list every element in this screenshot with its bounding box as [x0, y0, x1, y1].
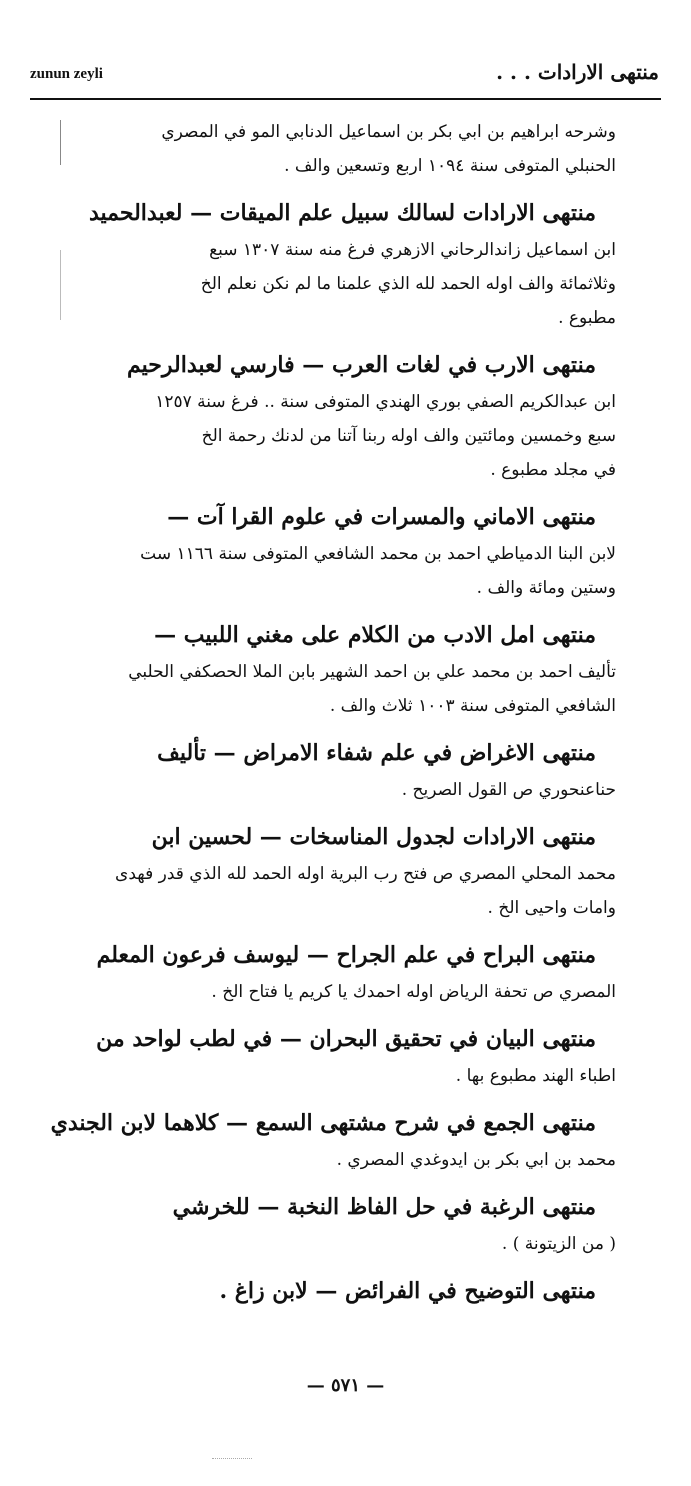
entry-title-line: منتهى التوضيح في الفرائض — لابن زاغ .: [219, 1278, 596, 1304]
entry-title-line: منتهى الارادات لجدول المناسخات — لحسين ابن: [151, 824, 596, 850]
entry-gap: [70, 1009, 616, 1019]
entry-text-line: وستين ومائة والف .: [476, 578, 616, 598]
entry-text-line: ( من الزيتونة ) .: [501, 1234, 616, 1254]
entry-gap: [70, 1261, 616, 1271]
entry-text-line: وشرحه ابراهيم بن ابي بكر بن اسماعيل الدنابي المو في المصري: [161, 122, 616, 142]
entry-gap: [70, 723, 616, 733]
page-number: — ٥٧١ —: [306, 1375, 385, 1396]
entry-text-line: الحنبلي المتوفى سنة ١٠٩٤ اربع وتسعين والف .: [284, 156, 616, 176]
entry-gap: [70, 1177, 616, 1187]
margin-line-mark: [60, 250, 61, 320]
entry-gap: [70, 605, 616, 615]
entry-text-line: وثلاثمائة والف اوله الحمد لله الذي علمنا ما لم نكن نعلم الخ: [200, 274, 616, 294]
entry-title-line: منتهى الرغبة في حل الفاظ النخبة — للخرشي: [172, 1194, 596, 1220]
entry-text-line: محمد بن ابي بكر بن ايدوغدي المصري .: [336, 1150, 616, 1170]
entry-text-line: ابن اسماعيل زاندالرحاني الازهري فرغ منه سنة ١٣٠٧ سبع: [209, 240, 616, 260]
entry-text-line: حناعنحوري ص القول الصريح .: [401, 780, 616, 800]
entry-title-line: منتهى الجمع في شرح مشتهى السمع — كلاهما لابن الجندي: [50, 1110, 596, 1136]
entry-title-line: منتهى الاغراض في علم شفاء الامراض — تأليف: [157, 740, 596, 766]
scan-artifact: [212, 1458, 252, 1461]
entry-gap: [70, 925, 616, 935]
entry-title-line: منتهى الاماني والمسرات في علوم القرا آت —: [167, 504, 596, 530]
entry-title-line: منتهى الارادات لسالك سبيل علم الميقات — لعبدالحميد: [88, 200, 596, 226]
entry-title-line: منتهى البراح في علم الجراح — ليوسف فرعون المعلم: [96, 942, 596, 968]
header-rule: [30, 98, 661, 100]
entry-gap: [70, 335, 616, 345]
running-head-title: منتهى الارادات . . .: [496, 60, 659, 84]
entry-text-line: اطباء الهند مطبوع بها .: [455, 1066, 616, 1086]
entry-text-line: سبع وخمسين ومائتين والف اوله ربنا آتنا من لدنك رحمة الخ: [201, 426, 616, 446]
page-header: [30, 58, 661, 94]
entry-text-line: تأليف احمد بن محمد علي بن احمد الشهير بابن الملا الحصكفي الحلبي: [128, 662, 616, 682]
margin-line-mark: [60, 120, 61, 165]
entry-text-line: في مجلد مطبوع .: [490, 460, 616, 480]
entry-gap: [70, 183, 616, 193]
entry-text-line: لابن البنا الدمياطي احمد بن محمد الشافعي المتوفى سنة ١١٦٦ ست: [140, 544, 616, 564]
entry-gap: [70, 1093, 616, 1103]
entry-title-line: منتهى امل الادب من الكلام على مغني اللبيب —: [154, 622, 596, 648]
entry-title-line: منتهى البيان في تحقيق البحران — في لطب لواحد من: [96, 1026, 596, 1052]
running-head-left: zunun zeyli: [30, 66, 103, 82]
entry-gap: [70, 487, 616, 497]
entry-text-line: محمد المحلي المصري ص فتح رب البرية اوله الحمد لله الذي قدر فهدى: [115, 864, 616, 884]
entry-text-line: مطبوع .: [558, 308, 616, 328]
entry-title-line: منتهى الارب في لغات العرب — فارسي لعبدالرحيم: [127, 352, 596, 378]
entry-text-line: ابن عبدالكريم الصفي بوري الهندي المتوفى سنة .. فرغ سنة ١٢٥٧: [155, 392, 616, 412]
entry-text-line: وامات واحيى الخ .: [487, 898, 616, 918]
entries-body: [50, 115, 616, 1311]
entry-text-line: الشافعي المتوفى سنة ١٠٠٣ ثلاث والف .: [329, 696, 616, 716]
entry-text-line: المصري ص تحفة الرياض اوله احمدك يا كريم يا فتاح الخ .: [211, 982, 616, 1002]
entry-gap: [70, 807, 616, 817]
